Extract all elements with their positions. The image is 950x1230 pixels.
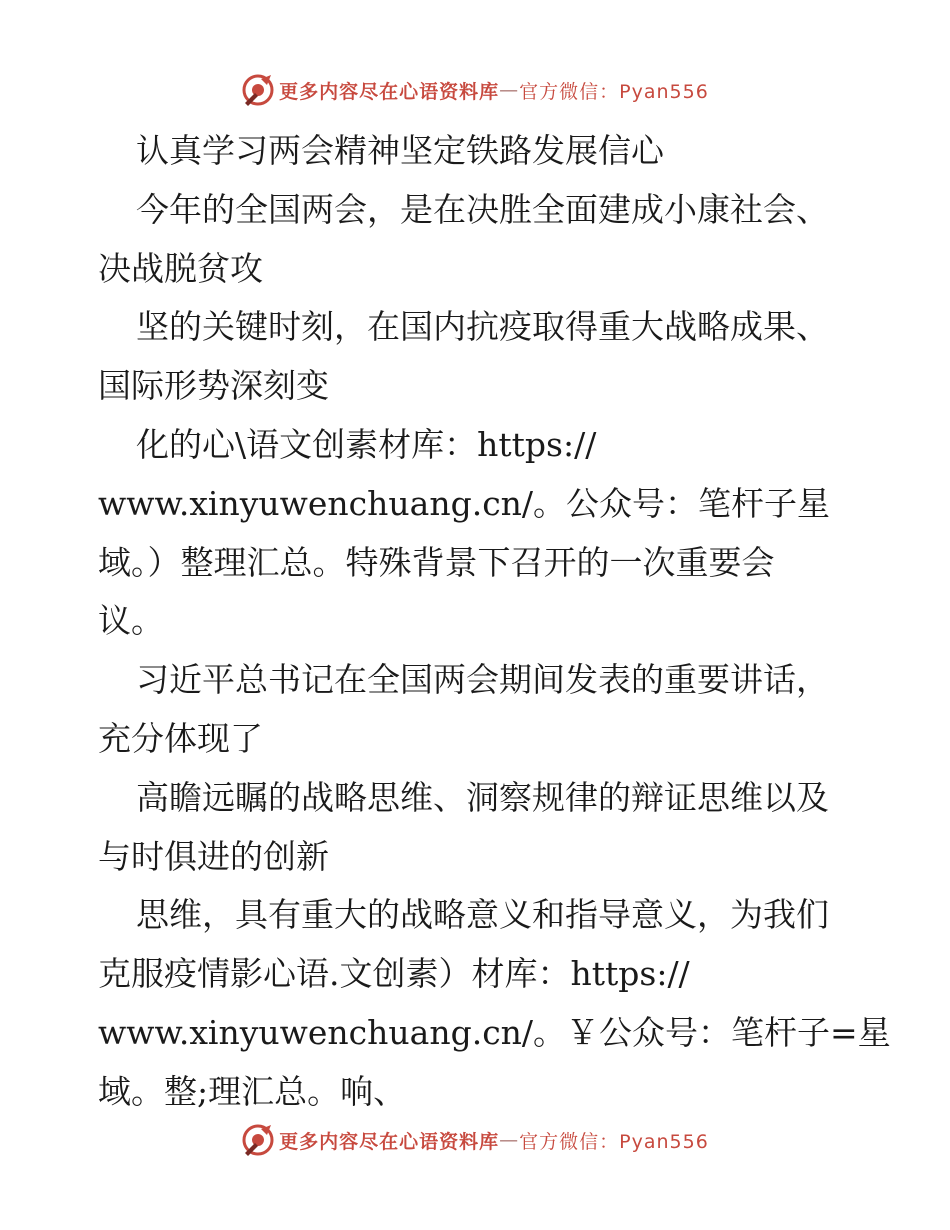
document-title: 认真学习两会精神坚定铁路发展信心 <box>136 131 664 170</box>
paragraph-line: 议。 <box>98 601 164 641</box>
paragraph-line: 坚的关键时刻，在国内抗疫取得重大战略成果、 <box>136 307 829 347</box>
pen-circle-logo-icon <box>241 73 275 107</box>
paragraph-line: 域。）整理汇总。特殊背景下召开的一次重要会 <box>98 542 775 582</box>
footer-banner-main: 更多内容尽在心语资料库 <box>279 1130 500 1153</box>
pen-circle-logo-icon <box>241 1123 275 1157</box>
paragraph-line: 习近平总书记在全国两会期间发表的重要讲话， <box>136 660 829 700</box>
paragraph-line: 化的心\语文创素材库：https:// <box>136 424 597 464</box>
footer-banner-dash: — <box>499 1129 520 1151</box>
header-banner-dash: — <box>499 79 520 101</box>
document-body <box>98 122 891 1122</box>
paragraph-line: 克服疫情影心语.文创素）材库：https:// <box>98 954 690 994</box>
paragraph-line: www.xinyuwenchuang.cn/。￥公众号：笔杆子=星 <box>98 1012 891 1052</box>
footer-banner-contact: 官方微信：Pyan556 <box>519 1130 709 1153</box>
paragraph-line: 国际形势深刻变 <box>98 366 329 406</box>
paragraph-line: 思维，具有重大的战略意义和指导意义，为我们 <box>136 895 829 935</box>
paragraph-line: 决战脱贫攻 <box>98 248 263 288</box>
header-banner-main: 更多内容尽在心语资料库 <box>279 80 500 103</box>
paragraph-line: 高瞻远瞩的战略思维、洞察规律的辩证思维以及 <box>136 777 829 817</box>
header-banner-contact: 官方微信：Pyan556 <box>519 80 709 103</box>
paragraph-line: www.xinyuwenchuang.cn/。公众号：笔杆子星 <box>98 483 831 523</box>
paragraph-line: 与时俱进的创新 <box>98 836 329 876</box>
paragraph-line: 充分体现了 <box>98 718 263 758</box>
paragraph-line: 今年的全国两会，是在决胜全面建成小康社会、 <box>136 189 829 229</box>
footer-banner <box>0 1120 950 1160</box>
header-banner <box>0 70 950 110</box>
paragraph-line: 域。整;理汇总。响、 <box>98 1071 407 1111</box>
